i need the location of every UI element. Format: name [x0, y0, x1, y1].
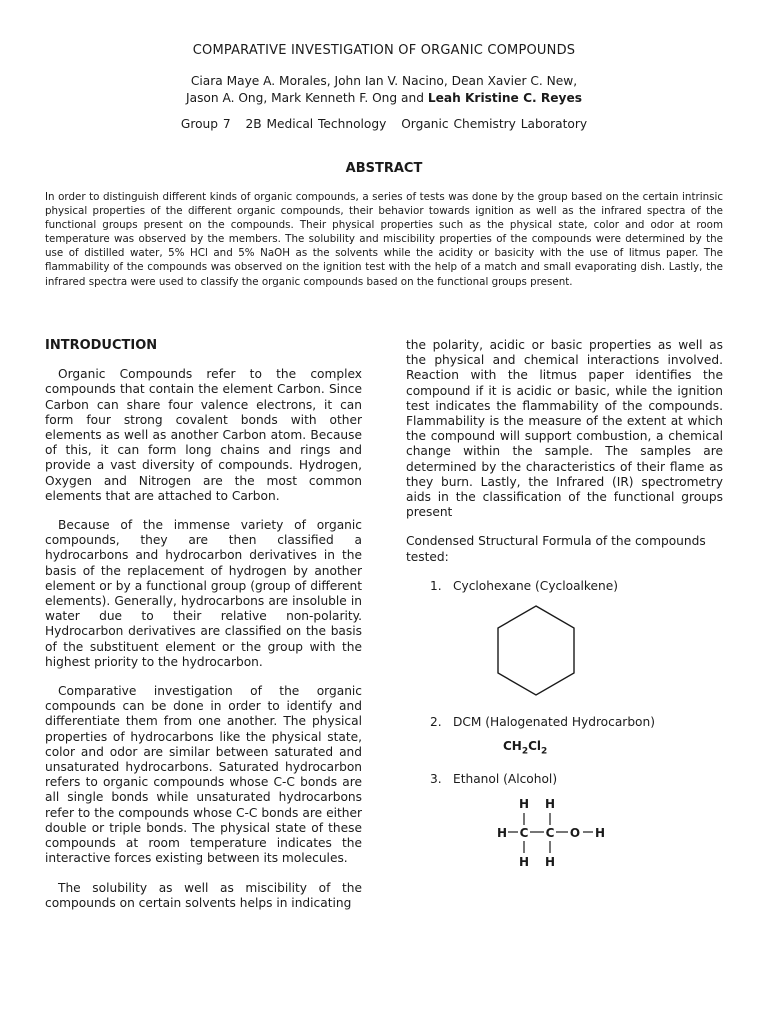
cyclohexane-structure — [492, 601, 592, 701]
compound-number: 1. — [430, 578, 442, 593]
compound-label: DCM (Halogenated Hydrocarbon) — [453, 714, 655, 729]
introduction-heading: INTRODUCTION — [45, 338, 158, 353]
group-number: Group 7 — [180, 117, 231, 131]
atom-h-bottom-1: H — [518, 854, 530, 869]
authors-names: Jason A. Ong, Mark Kenneth F. Ong and — [186, 91, 424, 105]
cyclohexane-ring — [498, 606, 574, 695]
ethanol-structure — [494, 796, 614, 878]
intro-continuation: the polarity, acidic or basic properties as well as the physical and chemical interactions involved. Reaction with the litmus paper identifies the compound if it is acidic or basic, while the ignition test indicates the flammability of the compounds. Flammability is the measure of the extent at which the compound will support combustion, a chemical change within the sample. The samples are determined by the characteristics of their flame as they burn. Lastly, the Infrared (IR) spectrometry aids in the classification of the functional groups present — [406, 338, 723, 520]
paper-title: COMPARATIVE INVESTIGATION OF ORGANIC COMPOUNDS — [192, 43, 576, 58]
atom-c-1: C — [519, 825, 529, 840]
compound-label: Cyclohexane (Cycloalkene) — [453, 578, 619, 593]
compound-list — [406, 579, 723, 882]
atom-h-bottom-2: H — [544, 854, 556, 869]
atom-h-left: H — [496, 825, 508, 840]
abstract-heading: ABSTRACT — [345, 161, 423, 176]
compound-label: Ethanol (Alcohol) — [453, 771, 558, 786]
compound-item-dcm — [406, 715, 723, 772]
formula-cl: Cl — [528, 738, 542, 753]
corresponding-author: Leah Kristine C. Reyes — [427, 91, 582, 105]
intro-paragraph-2: Because of the immense variety of organic compounds, they are then classified a hydrocarbons and hydrocarbon derivatives in the basis of the replacement of hydrogen by another element or by a functional group (group of different elements). Generally, hydrocarbons are insoluble in water due to their relative non-polarity. Hydrocarbon derivatives are classified on the basis of the substituent element or the group with the highest priority to the hydrocarbon. — [45, 518, 362, 669]
lab-name: Organic Chemistry Laboratory — [401, 117, 588, 131]
atom-h-top-2: H — [544, 796, 556, 811]
program-name: 2B Medical Technology — [245, 117, 387, 131]
atom-c-2: C — [545, 825, 555, 840]
author-list — [0, 73, 768, 107]
intro-paragraph-3: Comparative investigation of the organic compounds can be done in order to identify and differentiate them from one another. The physical properties of hydrocarbons like the physical state, color and odor are similar between saturated and unsaturated hydrocarbons. Saturated hydrocarbon refers to organic compounds whose C-C bonds are all single bonds while unsaturated hydrocarbons refer to the compounds whose C-C bonds are either double or triple bonds. The physical state of these compounds at room temperature indicates the interactive forces existing between its molecules. — [45, 684, 362, 866]
atom-o: O — [569, 825, 581, 840]
compound-number: 2. — [430, 714, 442, 729]
authors-line-2 — [0, 90, 768, 107]
atom-h-right: H — [594, 825, 606, 840]
formula-ch: CH — [503, 738, 522, 753]
intro-paragraph-4: The solubility as well as miscibility of the compounds on certain solvents helps in indicating — [45, 880, 362, 910]
right-column — [406, 338, 723, 882]
intro-paragraph-1: Organic Compounds refer to the complex compounds that contain the element Carbon. Since Carbon can share four valence electrons, it can form four strong covalent bonds with other elements as well as another Carbon atom. Because of this, it can form long chains and rings and provide a vast diversity of compounds. Hydrogen, Oxygen and Nitrogen are the most common elements that are attached to Carbon. — [45, 367, 362, 503]
compound-number: 3. — [430, 771, 442, 786]
authors-line-1: Ciara Maye A. Morales, John Ian V. Nacino, Dean Xavier C. New, — [190, 74, 578, 88]
affiliation-line — [0, 117, 768, 131]
atom-h-top-1: H — [518, 796, 530, 811]
abstract-text: In order to distinguish different kinds of organic compounds, a series of tests was done by the group based on the certain intrinsic physical properties of the different organic compounds, their behavior towards ignition as well as the infrared spectra of the functional groups present on the compounds. Their physical properties such as the physical state, color and odor at room temperature was observed by the members. The solubility and miscibility properties of the compounds were determined by the use of distilled water, 5% HCl and 5% NaOH as the solvents while the acidity or basicity with the use of litmus paper. The flammability of the compounds was observed on the ignition test with the help of a match and small evaporating dish. Lastly, the infrared spectra were used to classify the organic compounds based on the functional groups present. — [45, 191, 723, 288]
compound-item-ethanol — [406, 772, 723, 882]
formula-sub-2: 2 — [541, 746, 548, 757]
dcm-formula — [503, 739, 547, 760]
formula-sub-1: 2 — [521, 746, 529, 757]
compound-item-cyclohexane — [406, 579, 723, 715]
left-column — [45, 338, 362, 925]
formula-intro: Condensed Structural Formula of the compounds tested: — [406, 534, 706, 564]
